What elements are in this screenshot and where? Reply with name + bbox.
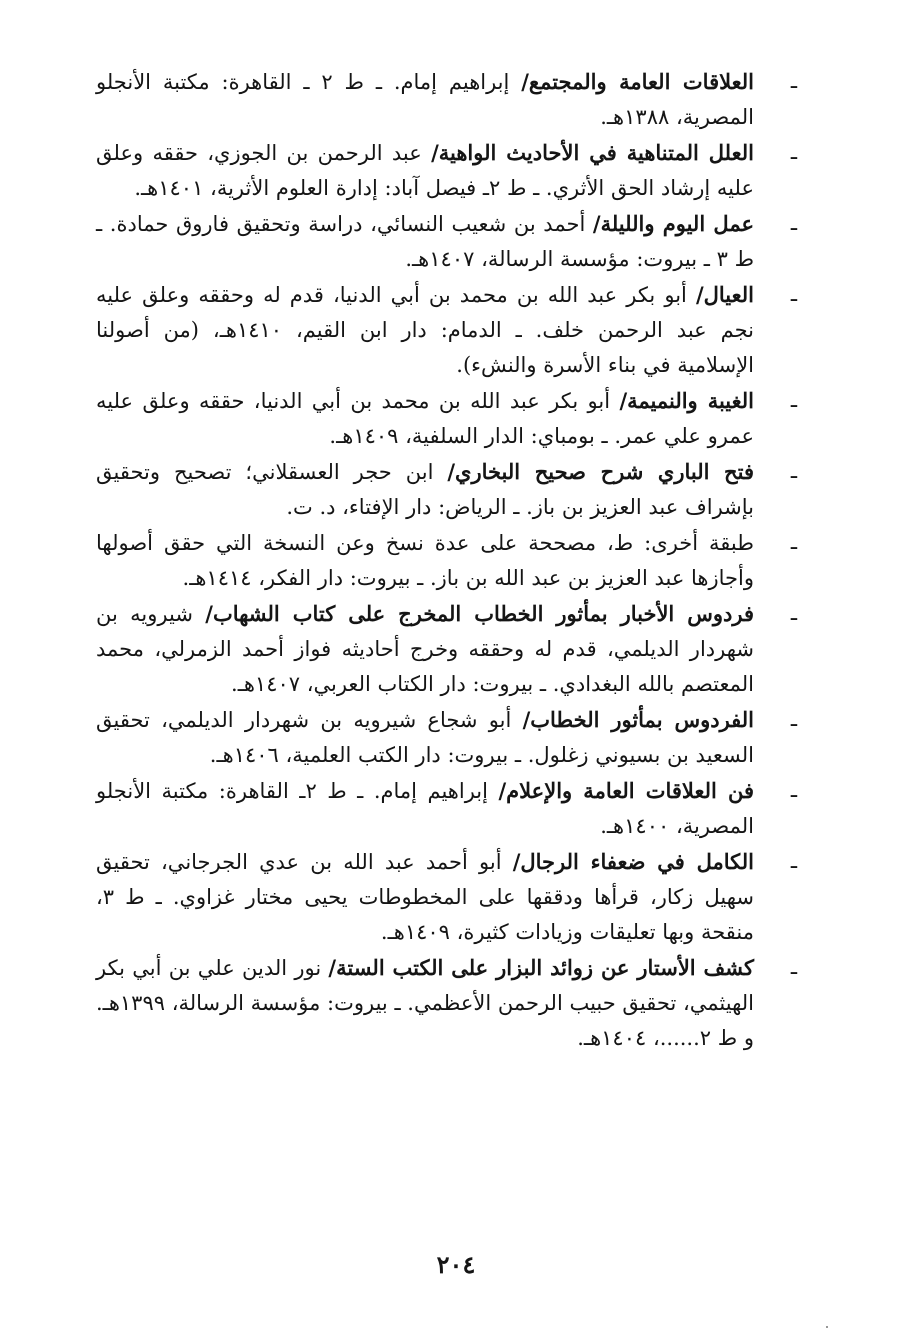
bibliography-entry: [96, 454, 804, 525]
bibliography-entry: [96, 135, 804, 206]
entry-dash: ـ: [790, 707, 798, 731]
entry-title: فتح الباري شرح صحيح البخاري/: [447, 459, 754, 484]
entry-dash: ـ: [790, 459, 798, 483]
entry-dash: ـ: [790, 849, 798, 873]
bibliography-entry: [96, 702, 804, 773]
bibliography-entry: [96, 64, 804, 135]
entry-dash: ـ: [790, 778, 798, 802]
entry-dash: ـ: [790, 211, 798, 235]
entry-dash: ـ: [790, 388, 798, 412]
entry-text: أبو بكر عبد الله بن محمد بن أبي الدنيا، حققه وعلق عليه عمرو علي عمر. ـ بومباي: الدار السلفية، ١٤٠٩هـ.: [96, 389, 754, 448]
entry-dash: ـ: [790, 282, 798, 306]
bibliography-entry: [96, 383, 804, 454]
entry-title: الفردوس بمأثور الخطاب/: [522, 707, 755, 732]
page-number: ٢٠٤: [436, 1250, 476, 1279]
entry-title: العيال/: [695, 282, 754, 307]
entry-title: عمل اليوم والليلة/: [592, 211, 754, 236]
entry-text: أبو شجاع شيرويه بن شهردار الديلمي، تحقيق السعيد بن بسيوني زغلول. ـ بيروت: دار الكتب العلمية، ١٤٠٦هـ.: [96, 708, 754, 767]
entry-text: عبد الرحمن بن الجوزي، حققه وعلق عليه إرشاد الحق الأثري. ـ ط ٢ـ فيصل آباد: إدارة العلوم الأثرية، ١٤٠١هـ.: [96, 141, 754, 200]
entry-title: فن العلاقات العامة والإعلام/: [498, 778, 754, 803]
entry-dash: ـ: [790, 601, 798, 625]
entry-dash: ـ: [790, 140, 798, 164]
entry-dash: ـ: [790, 955, 798, 979]
entry-title: الغيبة والنميمة/: [619, 388, 754, 413]
entry-text: أحمد بن شعيب النسائي، دراسة وتحقيق فاروق حمادة. ـ ط ٣ ـ بيروت: مؤسسة الرسالة، ١٤٠٧هـ.: [96, 212, 754, 271]
entry-text: نور الدين علي بن أبي بكر الهيثمي، تحقيق حبيب الرحمن الأعظمي. ـ بيروت: مؤسسة الرسالة، ١٣٩٩هـ. و ط ٢......، ١٤٠٤هـ.: [96, 956, 754, 1050]
entry-title: العلاقات العامة والمجتمع/: [521, 69, 754, 94]
bibliography-entry: [96, 206, 804, 277]
bibliography-page: [96, 64, 804, 1056]
entry-title: كشف الأستار عن زوائد البزار على الكتب الستة/: [328, 955, 754, 980]
bibliography-entry: [96, 277, 804, 383]
entry-text: أبو بكر عبد الله بن محمد بن أبي الدنيا، قدم له وحققه وعلق عليه نجم عبد الرحمن خلف. ـ الدمام: دار ابن القيم، ١٤١٠هـ، (من أصولنا الإسلامية في بناء الأسرة والنشء).: [96, 283, 754, 377]
bibliography-entry: [96, 596, 804, 702]
entry-title: العلل المتناهية في الأحاديث الواهية/: [431, 140, 754, 165]
entry-text: إبراهيم إمام. ـ ط ٢ـ القاهرة: مكتبة الأنجلو المصرية، ١٤٠٠هـ.: [96, 779, 754, 838]
entry-dash: ـ: [790, 530, 798, 554]
entry-dash: ـ: [790, 69, 798, 93]
entry-text: أبو أحمد عبد الله بن عدي الجرجاني، تحقيق سهيل زكار، قرأها ودققها على المخطوطات يحيى مختار غزاوي. ـ ط ٣، منقحة وبها تعليقات وزيادات كثيرة، ١٤٠٩هـ.: [96, 850, 754, 944]
bibliography-entry: [96, 525, 804, 596]
scan-speck: [826, 1326, 828, 1328]
entry-text: طبقة أخرى: ط، مصححة على عدة نسخ وعن النسخة التي حقق أصولها وأجازها عبد العزيز بن عبد الله بن باز. ـ بيروت: دار الفكر، ١٤١٤هـ.: [96, 531, 754, 590]
bibliography-entry: [96, 844, 804, 950]
bibliography-entry: [96, 773, 804, 844]
entry-text: شيرويه بن شهردار الديلمي، قدم له وحققه وخرج أحاديثه فواز أحمد الزمرلي، محمد المعتصم بالله البغدادي. ـ بيروت: دار الكتاب العربي، ١٤٠٧هـ.: [96, 602, 754, 696]
entry-text: إبراهيم إمام. ـ ط ٢ ـ القاهرة: مكتبة الأنجلو المصرية، ١٣٨٨هـ.: [96, 70, 754, 129]
bibliography-entry: [96, 950, 804, 1056]
entry-text: ابن حجر العسقلاني؛ تصحيح وتحقيق بإشراف عبد العزيز بن باز. ـ الرياض: دار الإفتاء، د. ت.: [96, 460, 754, 519]
entry-title: فردوس الأخبار بمأثور الخطاب المخرج على كتاب الشهاب/: [205, 601, 754, 626]
entry-title: الكامل في ضعفاء الرجال/: [512, 849, 754, 874]
